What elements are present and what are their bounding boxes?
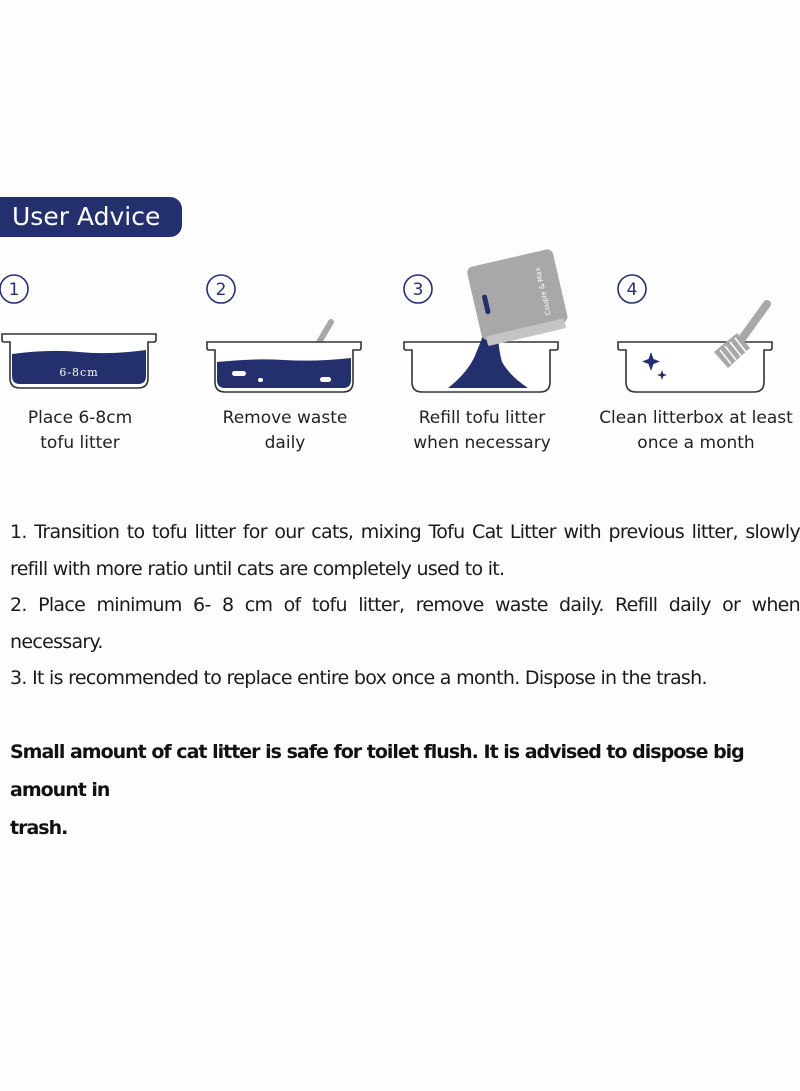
step-1 — [0, 270, 180, 470]
step-caption-line: Clean litterbox at least — [599, 408, 793, 428]
step-number: 4 — [626, 280, 638, 300]
litter-box-icon — [618, 342, 772, 392]
litter-box-icon — [2, 334, 156, 388]
step-caption-line: tofu litter — [40, 433, 120, 453]
step-1-caption — [0, 406, 180, 456]
litter-depth-label: 6-8cm — [59, 366, 99, 379]
user-advice-title: User Advice — [0, 197, 182, 237]
waste-clump — [232, 371, 246, 376]
step-4 — [596, 270, 796, 470]
step-2 — [185, 270, 385, 470]
step-caption-line: when necessary — [413, 433, 551, 453]
waste-clump — [258, 378, 263, 382]
instructions-list — [10, 514, 800, 697]
disposal-note-line-2: trash. — [10, 817, 68, 839]
step-number-circle — [207, 275, 235, 303]
step-caption-line: Remove waste — [222, 408, 348, 428]
step-number: 1 — [8, 280, 20, 300]
step-number-circle — [618, 275, 646, 303]
step-3 — [382, 266, 582, 470]
litter-box-icon — [207, 342, 361, 392]
step-caption-line: Refill tofu litter — [418, 408, 546, 428]
bag-brand-label: Couple & Max — [533, 266, 553, 316]
step-2-caption — [185, 406, 385, 456]
step-caption-line: Place 6-8cm — [27, 408, 133, 428]
step-4-caption — [596, 406, 796, 456]
litter-bag-icon — [466, 248, 570, 347]
step-number-circle — [0, 275, 28, 303]
disposal-note — [10, 733, 800, 847]
step-4-illustration — [596, 270, 796, 400]
step-3-caption — [382, 406, 582, 456]
instruction-2-line-1: 2. Place minimum 6- 8 cm of tofu litter, remove waste daily. Refill daily or when — [10, 594, 800, 616]
step-number: 3 — [412, 280, 424, 300]
instruction-2-line-2: necessary. — [10, 630, 103, 653]
waste-clump — [320, 377, 331, 382]
step-2-illustration — [185, 270, 385, 400]
instruction-1-line-2: refill with more ratio until cats are completely used to it. — [10, 557, 505, 580]
instruction-3: 3. It is recommended to replace entire box once a month. Dispose in the trash. — [10, 667, 707, 689]
step-caption-line: once a month — [637, 433, 755, 453]
step-caption-line: daily — [264, 433, 306, 453]
instruction-1-line-1: 1. Transition to tofu litter for our cats, mixing Tofu Cat Litter with previous litter, slowly — [10, 521, 800, 543]
disposal-note-line-1: Small amount of cat litter is safe for toilet flush. It is advised to dispose big amount in — [10, 741, 744, 801]
step-number: 2 — [215, 280, 227, 300]
step-3-illustration — [382, 266, 582, 400]
step-1-illustration — [0, 270, 180, 400]
step-number-circle — [404, 275, 432, 303]
